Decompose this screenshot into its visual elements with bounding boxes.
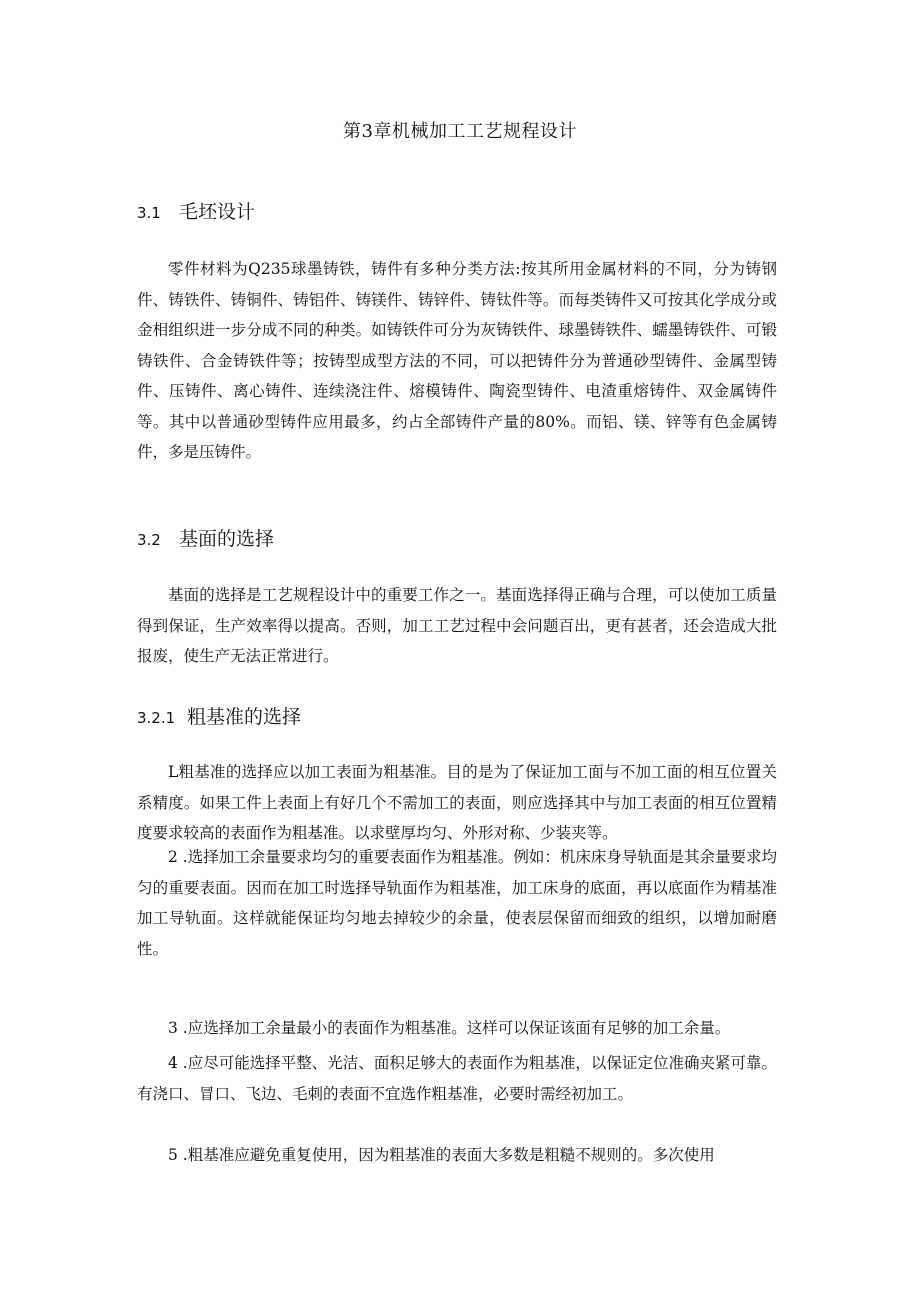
paragraph-blank-design: 零件材料为Q235球墨铸铁，铸件有多种分类方法:按其所用金属材料的不同，分为铸钢件、铸铁件、铸铜件、铸铝件、铸镁件、铸锌件、铸钛件等。而每类铸件又可按其化学成分或金相组织进一步分成不同的种类。如铸铁件可分为灰铸铁件、球墨铸铁件、蠕墨铸铁件、可锻铸铁件、合金铸铁件等；按铸型成型方法的不同，可以把铸件分为普通砂型铸件、金属型铸件、压铸件、离心铸件、连续浇注件、熔模铸件、陶瓷型铸件、电渣重熔铸件、双金属铸件等。其中以普通砂型铸件应用最多，约占全部铸件产量的80%。而铝、镁、锌等有色金属铸件，多是压铸件。 <box>137 260 777 461</box>
section-number: 3.2 <box>137 531 161 549</box>
section-heading-3-1 <box>137 197 255 224</box>
section-title: 粗基准的选择 <box>187 706 302 728</box>
paragraph-datum-selection: 基面的选择是工艺规程设计中的重要工作之一。基面选择得正确与合理，可以使加工质量得到保证，生产效率得以提高。否则，加工工艺过程中会问题百出，更有甚者，还会造成大批报废，使生产无法正常进行。 <box>137 586 777 665</box>
section-heading-3-2 <box>137 524 274 551</box>
chapter-title: 第3章机械加工工艺规程设计 <box>343 121 577 142</box>
section-title: 基面的选择 <box>179 528 275 550</box>
paragraph-rule-2: 2 .选择加工余量要求均匀的重要表面作为粗基准。例如：机床床身导轨面是其余量要求均匀的重要表面。因而在加工时选择导轨面作为粗基准，加工床身的底面，再以底面作为精基准加工导轨面。这样就能保证均匀地去掉较少的余量，使表层保留而细致的组织，以增加耐磨性。 <box>137 848 777 958</box>
paragraph-rule-5: 5 .粗基准应避免重复使用，因为粗基准的表面大多数是粗糙不规则的。多次使用 <box>168 1146 715 1164</box>
paragraph-rule-1: L粗基准的选择应以加工表面为粗基准。目的是为了保证加工面与不加工面的相互位置关系精度。如果工件上表面上有好几个不需加工的表面，则应选择其中与加工表面的相互位置精度要求较高的表面作为粗基准。以求壁厚均匀、外形对称、少装夹等。 <box>137 763 777 842</box>
section-number: 3.1 <box>137 204 161 222</box>
section-title: 毛坯设计 <box>179 201 256 223</box>
paragraph-rule-4: 4 .应尽可能选择平整、光洁、面积足够大的表面作为粗基准，以保证定位准确夹紧可靠。有浇口、冒口、飞边、毛刺的表面不宜选作粗基准，必要时需经初加工。 <box>137 1054 777 1103</box>
section-number: 3.2.1 <box>137 709 176 727</box>
section-heading-3-2-1 <box>137 702 301 729</box>
paragraph-rule-3: 3 .应选择加工余量最小的表面作为粗基准。这样可以保证该面有足够的加工余量。 <box>168 1019 731 1037</box>
